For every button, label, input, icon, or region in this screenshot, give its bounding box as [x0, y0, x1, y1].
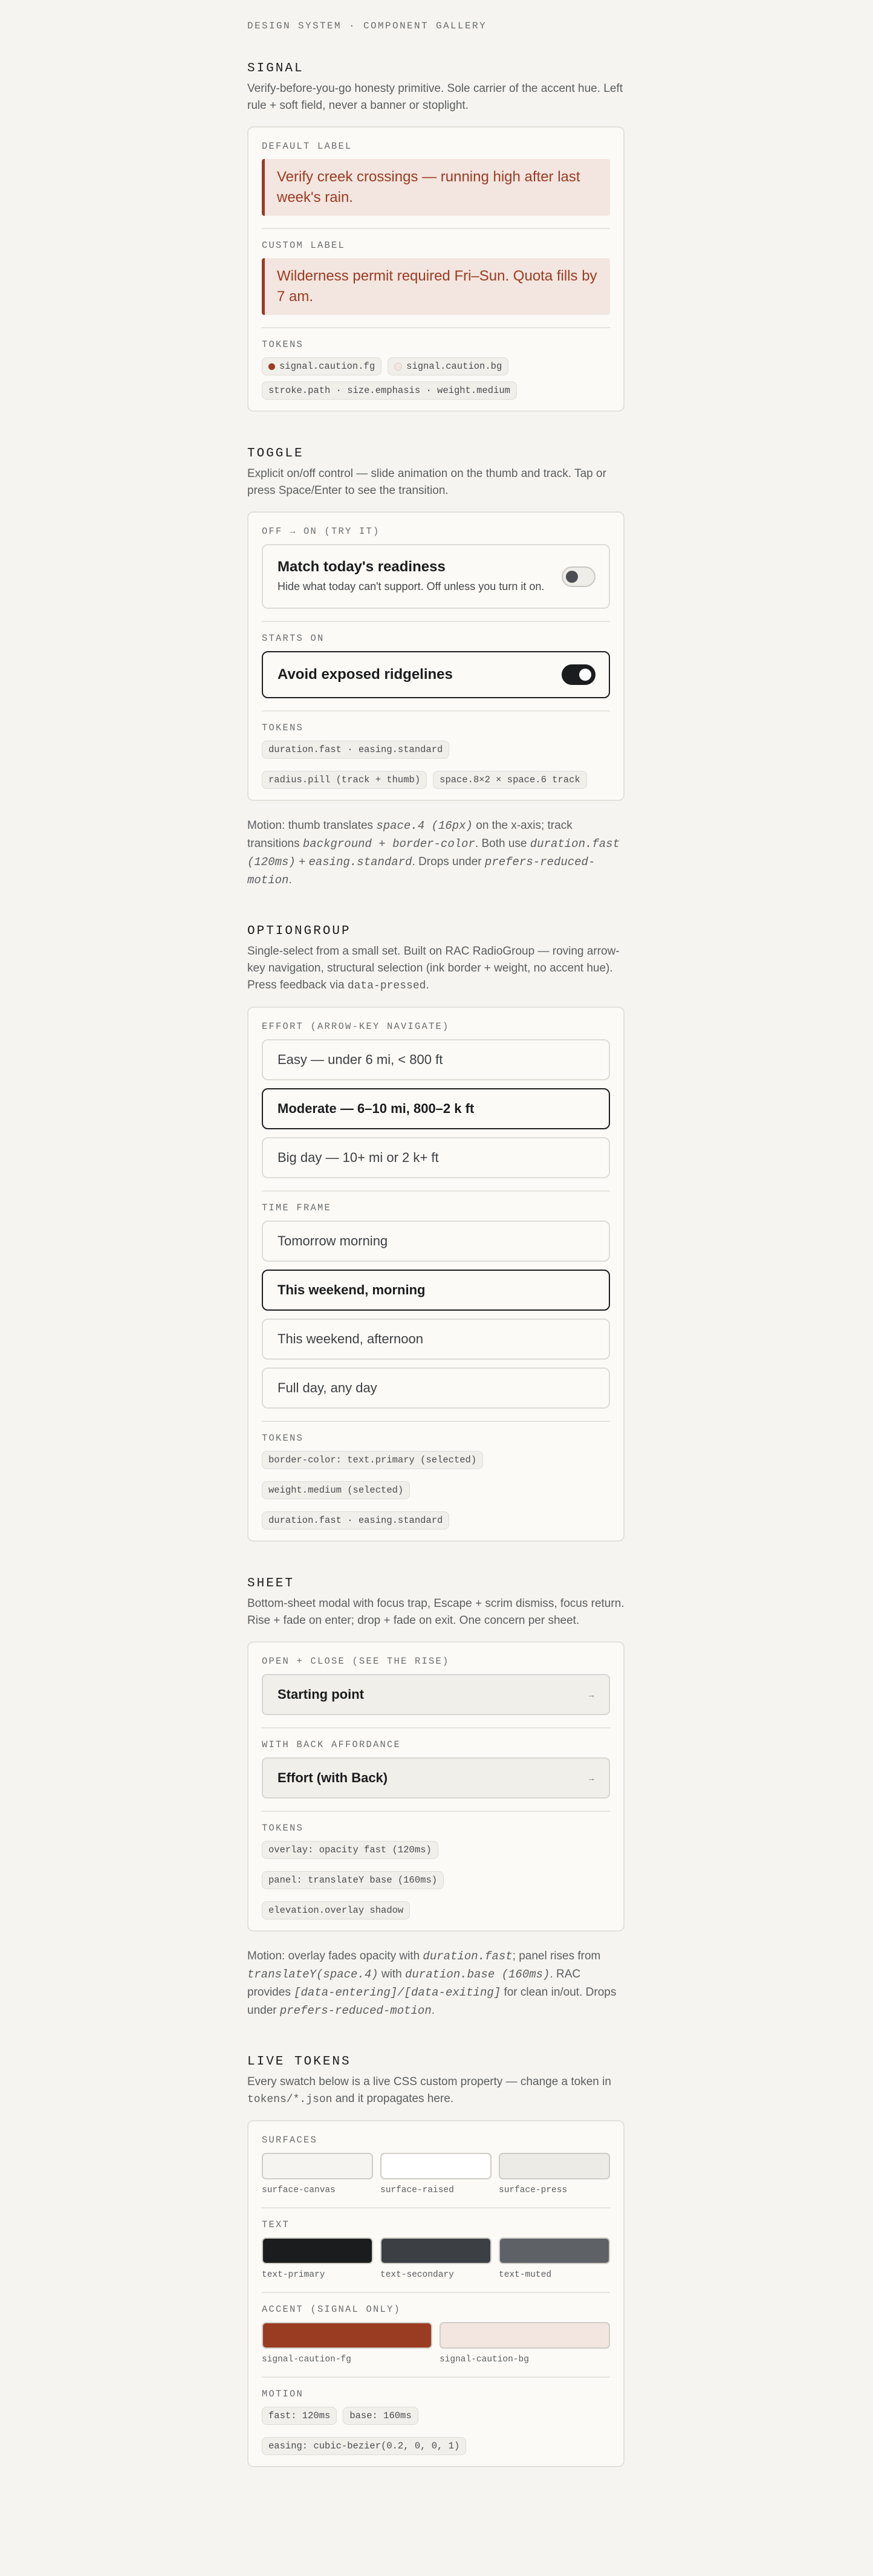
trigger-label: Starting point: [277, 1687, 364, 1702]
token-chip-label: signal.caution.bg: [406, 361, 502, 372]
desc-text: Single-select from a small set. Built on RAC RadioGroup — roving arrow-key navigation, structural selection (ink border + weight, no accent hue). Press feedback via: [247, 945, 620, 991]
motion-text: +: [295, 855, 309, 868]
open-sheet-button[interactable]: [262, 1674, 610, 1715]
token-chip: fast: 120ms: [262, 2407, 337, 2425]
swatch-name: text-muted: [499, 2270, 552, 2280]
section-title-signal: SIGNAL: [247, 62, 304, 76]
token-chip: [388, 357, 508, 375]
effort-radiogroup: [262, 1039, 610, 1178]
toggle-off-label: OFF → ON (TRY IT): [262, 526, 380, 537]
sheet-back-label: WITH BACK AFFORDANCE: [262, 1739, 401, 1750]
option-weekend-afternoon[interactable]: This weekend, afternoon: [262, 1319, 610, 1360]
divider: [262, 2207, 610, 2208]
tokens-label: TOKENS: [262, 339, 304, 350]
swatch: [380, 2153, 492, 2195]
swatch: [499, 2237, 610, 2280]
token-chip: panel: translateY base (160ms): [262, 1871, 444, 1889]
swatch-name: surface-canvas: [262, 2185, 336, 2195]
motion-text: Motion: overlay fades opacity with: [247, 1950, 423, 1962]
toggle-on-label: STARTS ON: [262, 633, 325, 644]
token-chip: duration.fast · easing.standard: [262, 1511, 449, 1530]
section-title-optiongroup: OPTIONGROUP: [247, 924, 351, 938]
accent-swatches: [262, 2322, 610, 2364]
motion-token: translateY(space.4): [247, 1968, 378, 1981]
accent-label: ACCENT (SIGNAL ONLY): [262, 2304, 401, 2315]
motion-text: . Drops under: [412, 855, 485, 868]
live-tokens-card: [247, 2120, 625, 2467]
motion-text: with: [378, 1968, 405, 1981]
signal-custom-label: CUSTOM LABEL: [262, 240, 346, 251]
effort-label: EFFORT (ARROW-KEY NAVIGATE): [262, 1021, 450, 1032]
swatch-color: [262, 2322, 432, 2349]
toggle-thumb: [566, 571, 578, 583]
gallery-page: [247, 0, 625, 2467]
surfaces-label: SURFACES: [262, 2135, 318, 2146]
desc-text: and it propagates here.: [332, 2092, 454, 2105]
toggle-section: [247, 447, 625, 889]
option-moderate[interactable]: Moderate — 6–10 mi, 800–2 k ft: [262, 1088, 610, 1129]
open-sheet-back-button[interactable]: [262, 1757, 610, 1799]
sheet-tokens: [262, 1841, 610, 1919]
toggle-tokens: [262, 741, 610, 789]
motion-token: duration.base (160ms): [405, 1968, 550, 1981]
signal-custom: Wilderness permit required Fri–Sun. Quota fills by 7 am.: [262, 258, 610, 315]
section-desc-sheet: Bottom-sheet modal with focus trap, Escape + scrim dismiss, focus return. Rise + fade on enter; drop + fade on exit. One concern per sheet.: [247, 1597, 625, 1627]
toggle-readiness[interactable]: [262, 544, 610, 609]
motion-token: duration.fast (120ms): [247, 837, 620, 869]
arrow-right-icon: →: [587, 1690, 596, 1699]
token-chip: [262, 381, 517, 400]
option-full-day[interactable]: Full day, any day: [262, 1367, 610, 1409]
toggle-thumb: [579, 669, 591, 681]
swatch-color: [499, 2153, 610, 2179]
swatch-color: [440, 2322, 610, 2349]
divider: [262, 1811, 610, 1812]
motion-tokens: [262, 2407, 610, 2455]
desc-text: .: [426, 979, 429, 991]
caution-bg-swatch-icon: [394, 363, 402, 371]
toggle-description: Hide what today can't support. Off unless you turn it on.: [277, 580, 545, 592]
swatch: [262, 2322, 432, 2364]
divider: [262, 2292, 610, 2293]
sheet-open-label: OPEN + CLOSE (SEE THE RISE): [262, 1656, 450, 1667]
text-label: TEXT: [262, 2219, 290, 2230]
token-chip: easing: cubic-bezier(0.2, 0, 0, 1): [262, 2437, 466, 2455]
optiongroup-section: [247, 924, 625, 1542]
motion-token: duration.fast: [423, 1950, 513, 1963]
divider: [262, 2376, 610, 2378]
motion-text: . RAC provides: [247, 1968, 581, 1999]
swatch-color: [499, 2237, 610, 2264]
motion-text: for clean in/out. Drops under: [247, 1986, 617, 2017]
tokens-label: TOKENS: [262, 1823, 304, 1834]
section-desc-toggle: Explicit on/off control — slide animation on the thumb and track. Tap or press Space/Enter to see the transition.: [247, 467, 606, 497]
motion-token: prefers-reduced-motion: [279, 2004, 432, 2017]
token-chip: overlay: opacity fast (120ms): [262, 1841, 438, 1859]
toggle-title: Match today's readiness: [277, 559, 446, 575]
swatch: [262, 2237, 373, 2280]
motion-text: . Both use: [475, 837, 530, 850]
signal-card: [247, 126, 625, 412]
signal-default-label: DEFAULT LABEL: [262, 141, 352, 152]
tokens-label: TOKENS: [262, 1433, 304, 1444]
section-desc-live-tokens: [247, 2074, 625, 2108]
token-chip: border-color: text.primary (selected): [262, 1451, 483, 1469]
toggle-switch-on[interactable]: [562, 664, 596, 685]
motion-label: MOTION: [262, 2389, 304, 2399]
divider: [262, 621, 610, 622]
motion-token: space.4 (16px): [376, 819, 473, 832]
option-easy[interactable]: Easy — under 6 mi, < 800 ft: [262, 1039, 610, 1080]
arrow-right-icon: →: [587, 1773, 596, 1783]
divider: [262, 327, 610, 328]
section-title-live-tokens: LIVE TOKENS: [247, 2055, 351, 2069]
optiongroup-card: [247, 1007, 625, 1542]
swatch-color: [262, 2237, 373, 2264]
optiongroup-tokens: [262, 1451, 610, 1530]
motion-text: ; panel rises from: [512, 1950, 601, 1962]
divider: [262, 1190, 610, 1192]
swatch-color: [380, 2237, 492, 2264]
swatch: [440, 2322, 610, 2364]
motion-token: background + border-color: [302, 837, 475, 851]
token-chip: base: 160ms: [343, 2407, 418, 2425]
swatch-name: signal-caution-bg: [440, 2355, 529, 2364]
text-swatches: [262, 2237, 610, 2280]
token-chip: weight.medium (selected): [262, 1481, 410, 1499]
signal-tokens: [262, 357, 610, 400]
token-chip-label: stroke.path · size.emphasis · weight.medium: [268, 385, 510, 396]
section-title-toggle: TOGGLE: [247, 447, 304, 461]
time-radiogroup: [262, 1221, 610, 1409]
desc-code: data-pressed: [347, 980, 426, 992]
swatch: [499, 2153, 610, 2195]
option-tomorrow-morning[interactable]: Tomorrow morning: [262, 1221, 610, 1262]
section-title-sheet: SHEET: [247, 1577, 295, 1591]
option-big-day[interactable]: Big day — 10+ mi or 2 k+ ft: [262, 1137, 610, 1178]
token-chip: duration.fast · easing.standard: [262, 741, 449, 759]
motion-text: .: [288, 874, 292, 886]
motion-token: prefers-reduced-motion: [247, 855, 596, 887]
page-eyebrow: DESIGN SYSTEM · COMPONENT GALLERY: [247, 21, 487, 31]
sheet-card: [247, 1641, 625, 1932]
desc-code: tokens/*.json: [247, 2094, 333, 2106]
caution-fg-swatch-icon: [268, 363, 275, 370]
section-desc-optiongroup: [247, 943, 625, 994]
swatch-color: [262, 2153, 373, 2179]
toggle-card: [247, 511, 625, 801]
toggle-ridgelines[interactable]: [262, 651, 610, 698]
swatch-name: surface-press: [499, 2185, 568, 2195]
trigger-label: Effort (with Back): [277, 1770, 388, 1785]
option-weekend-morning[interactable]: This weekend, morning: [262, 1270, 610, 1311]
toggle-switch-off[interactable]: [562, 566, 596, 587]
surface-swatches: [262, 2153, 610, 2195]
motion-text: on the x-axis; track transitions: [247, 819, 573, 850]
signal-default: Verify creek crossings — running high after last week's rain.: [262, 159, 610, 216]
live-tokens-section: [247, 2055, 625, 2467]
toggle-title: Avoid exposed ridgelines: [277, 666, 453, 683]
token-chip-label: signal.caution.fg: [279, 361, 375, 372]
swatch-name: signal-caution-fg: [262, 2355, 351, 2364]
divider: [262, 228, 610, 229]
motion-token: easing.standard: [308, 855, 412, 869]
token-chip: [262, 357, 381, 375]
swatch-name: text-primary: [262, 2270, 325, 2280]
tokens-label: TOKENS: [262, 722, 304, 733]
divider: [262, 710, 610, 712]
signal-section: [247, 62, 625, 412]
swatch: [380, 2237, 492, 2280]
divider: [262, 1421, 610, 1422]
token-chip: elevation.overlay shadow: [262, 1901, 410, 1919]
swatch-name: text-secondary: [380, 2270, 454, 2280]
divider: [262, 1727, 610, 1728]
desc-text: Every swatch below is a live CSS custom property — change a token in: [247, 2075, 611, 2088]
swatch-color: [380, 2153, 492, 2179]
motion-token: [data-entering]/[data-exiting]: [294, 1986, 501, 1999]
swatch: [262, 2153, 373, 2195]
token-chip: radius.pill (track + thumb): [262, 771, 427, 789]
motion-text: .: [431, 2004, 435, 2017]
section-desc-signal: Verify-before-you-go honesty primitive. Sole carrier of the accent hue. Left rule + soft field, never a banner or stoplight.: [247, 82, 623, 112]
swatch-name: surface-raised: [380, 2185, 454, 2195]
sheet-motion-note: [247, 1947, 625, 2020]
toggle-motion-note: [247, 817, 625, 889]
motion-text: Motion: thumb translates: [247, 819, 377, 832]
sheet-section: [247, 1577, 625, 2020]
token-chip: space.8×2 × space.6 track: [433, 771, 587, 789]
time-label: TIME FRAME: [262, 1202, 332, 1213]
